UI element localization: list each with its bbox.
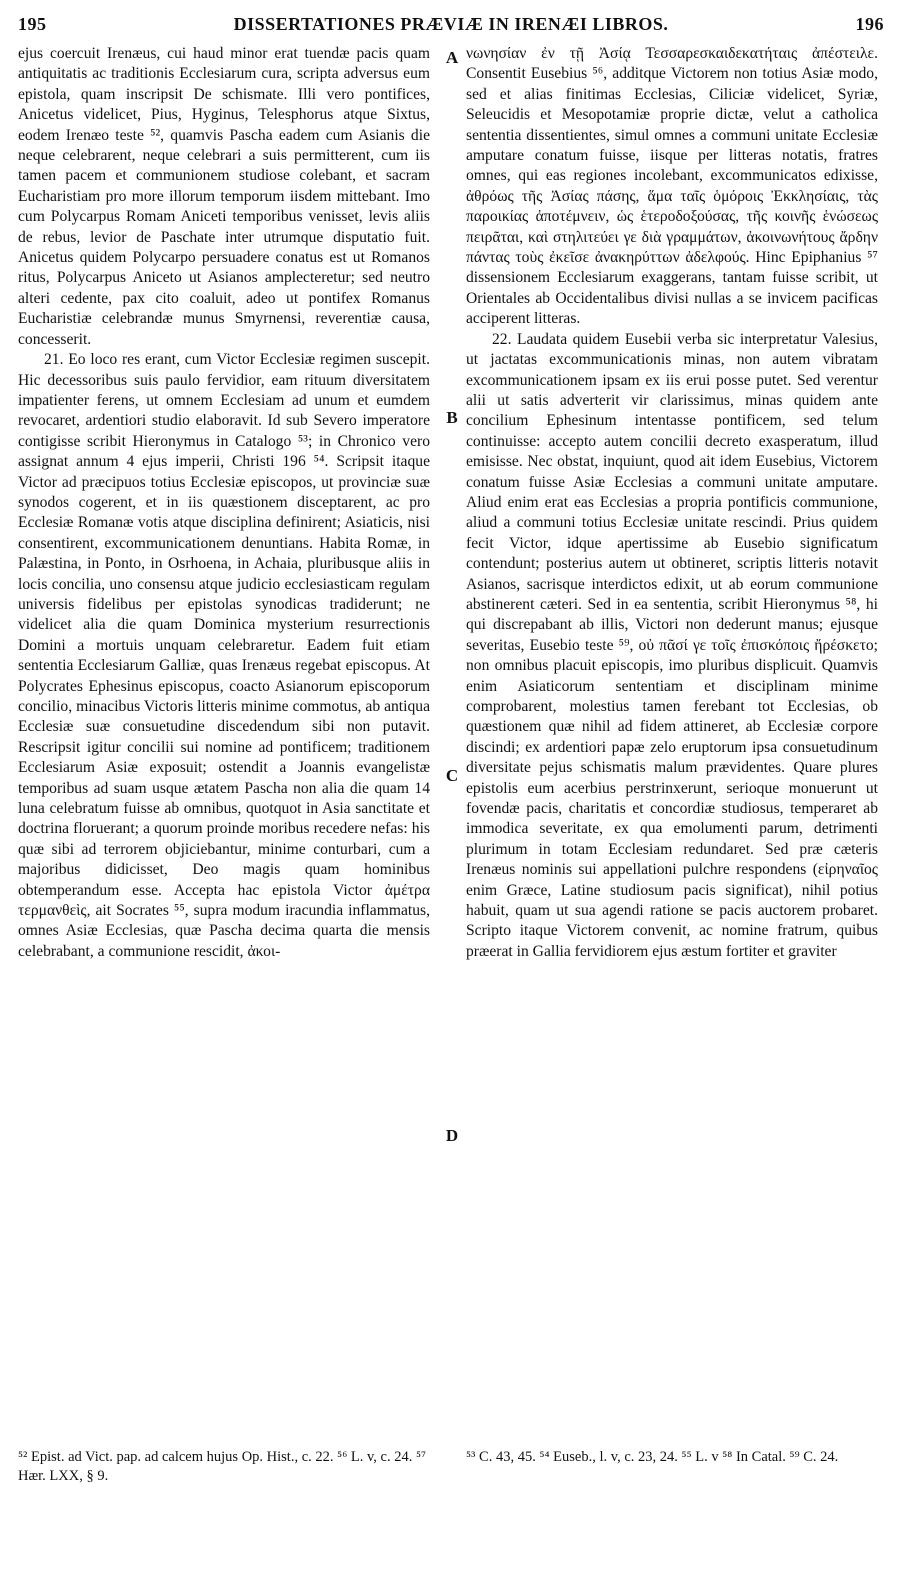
right-column bbox=[466, 44, 878, 1444]
footnotes-right: ⁵³ C. 43, 45. ⁵⁴ Euseb., l. v, c. 23, 24. ⁵⁵ L. v ⁵⁸ In Catal. ⁵⁹ C. 24. bbox=[466, 1449, 839, 1465]
paragraph: ejus coercuit Irenæus, cui haud minor erat tuendæ pacis quam antiquitatis ac traditionis Ecclesiarum cura, scripta adversus eum epistola, quam inscripsit De schismate. Illi vero pontifices, Anicetus videlicet, Pius, Hyginus, Telesphorus atque Sixtus, eodem Irenæo teste ⁵², quamvis Pascha eadem cum Asianis die neque celebrarent, neque celebrari a suis permitterent, cum iis tamen pacem et communionem studiose colebant, et sacram Eucharistiam pro more illorum temporum iisdem mittebant. Imo cum Polycarpus Romam Aniceti temporibus venisset, levis aliis de rebus, levior de Paschate inter utrumque disputatio fuit. Anicetus quidem Polycarpo persuadere conatus est ut Romanos ritus, Polycarpus Aniceto ut Asianos amplecteretur; sed neutro alteri cedente, pax cito coaluit, adeo ut pontifex Romanus Eucharistiæ celebrandæ munus Smyrnensi, reverentiæ causa, concesserit. bbox=[18, 45, 430, 348]
footnotes-left: ⁵² Epist. ad Vict. pap. ad calcem hujus Op. Hist., c. 22. ⁵⁶ L. v, c. 24. ⁵⁷ Hær. LXX, § 9. bbox=[18, 1449, 427, 1484]
page-number-left: 195 bbox=[18, 14, 47, 34]
margin-marker-b: B bbox=[446, 408, 458, 427]
left-column bbox=[18, 44, 430, 1444]
margin-marker-d: D bbox=[445, 1126, 459, 1145]
margin-marker-a: A bbox=[445, 48, 459, 67]
page-header bbox=[18, 14, 884, 42]
footnotes bbox=[18, 1448, 884, 1498]
paragraph: νωνησίαν ἐν τῇ Ἀσίᾳ Τεσσαρεσκαιδεκατήταις ἀπέστειλε. Consentit Eusebius ⁵⁶, additque Victorem non totius Asiæ modo, sed et alias finitimas Ecclesias, Ciliciæ videlicet, Syriæ, Seleucidis et Mesopotamiæ proprie dictæ, velut a catholica sententia dissentientes, simul omnes a communi unitate Ecclesiæ amputare conatum fuisse, iisque per litteras notatis, fratres omnes, qui eas regiones incolebant, excommunicatos edixisse, ἀθρόως τῆς Ἀσίας πάσης, ἅμα ταῖς ὁμόροις Ἐκκλησίαις, τὰς παροικίας ἀποτέμνειν, ὡς ἑτεροδοξούσας, τῆς κοινῆς ἑνώσεως πειρᾶται, καὶ στηλιτεύει γε διὰ γραμμάτων, ἀκοινωνήτους ἄρδην πάντας τοὺς ἐκεῖσε ἀνακηρύττων ἀδελφούς. Hinc Epiphanius ⁵⁷ dissensionem Ecclesiarum exaggerans, tantam fuisse scribit, ut Orientales ab Occidentalibus divisi nullas a se invicem pacificas acciperent litteras. bbox=[466, 45, 878, 328]
paragraph: 22. Laudata quidem Eusebii verba sic interpretatur Valesius, ut jactatas excommunicationis minas, non autem vibratam excommunicationem ipsam ex iis erui posse putet. Sed verentur alii ut satis adverterit vir clarissimus, minas quidem ante concilium Ephesinum intentasse pontificem, sed telum continuisse: accepto autem concilii decreto exasperatum, illud emisisse. Nec obstat, inquiunt, quod ait idem Eusebius, Victorem conatum fuisse Asiæ Ecclesias a communi unitate amputare. Aliud enim erat eas Ecclesias a propria pontificis communione, aliud a communi totius Ecclesiæ unitate rescindi. Prius quidem fecit Victor, idque apertissime ab Eusebio significatum contendunt; posterius autem ut obtineret, scriptis litteris notavit Asianos, sacrisque interdictos edixit, ut ab eorum communione abstinerent cæteri. Sed in ea sententia, scribit Hieronymus ⁵⁸, hi qui discrepabant ab illis, Victori non dederunt manus; ejusque severitas, Eusebio teste ⁵⁹, οὐ πᾶσί γε τοῖς ἐπισκόποις ἤρέσκετο; non omnibus placuit episcopis, imo pluribus displicuit. Quamvis enim Asiaticorum sententiam et disciplinam minime comprobarent, molestius tamen ferebant tot Ecclesias, ob quæstionem quæ nihil ad fidem attineret, ab Ecclesiæ corpore discindi; ex ardentiori papæ zelo eruptorum ipsa consuetudinum diversitate pejus schismatis malum prævidentes. Quare plures epistolis eum acerbius perstrinxerunt, serioque monuerunt ut fovendæ pacis, charitatis et concordiæ studiosus, temperaret ab immodica severitate, ex qua emolumenti parum, detrimenti plurimum in totam Ecclesiam redundaret. Sed præ cæteris Irenæus nominis sui appellationi pulchre respondens (εἰρηναῖος enim Græce, Latine studiosum pacis significat), nihil potius habuit, quam ut sua agendi ratione se pacis auctorem probaret. Scripto itaque Victorem convenit, ac nomine fratrum, quibus præerat in Gallia fervidiorem ejus æstum fortiter et graviter bbox=[466, 330, 878, 960]
running-title: DISSERTATIONES PRÆVIÆ IN IRENÆI LIBROS. bbox=[233, 14, 669, 34]
paragraph: 21. Eo loco res erant, cum Victor Ecclesiæ regimen suscepit. Hic decessoribus suis paulo fervidior, eam rituum diversitatem impatienter ferens, ut omnem Ecclesiam ad unum et eumdem revocaret, ardentiori studio elaboravit. Id sub Severo imperatore contigisse scribit Hieronymus in Catalogo ⁵³; in Chronico vero assignat annum 4 ejus imperii, Christi 196 ⁵⁴. Scripsit itaque Victor ad præcipuos totius Ecclesiæ episcopos, ut provinciæ suæ synodos cogerent, et in iis quæstionem disceptarent, ac pro Ecclesiæ Romanæ votis atque disciplina definirent; Asiaticis, nisi consentirent, excommunicationem denuntians. Habita Romæ, in Palæstina, in Ponto, in Osrhoena, in Achaia, pluribusque aliis in locis concilia, uno consensu atque judicio ecclesiasticam regulam universis fidelibus per epistolas synodicas tradiderunt; ne videlicet alia die quam Dominica mysterium resurrectionis Domini a mortuis unquam celebraretur. Eadem fuit etiam sententia Ecclesiarum Galliæ, quas Irenæus regebat episcopus. At Polycrates Ephesinus episcopus, coacto Asianorum episcoporum concilio, minacibus Victoris litteris minime commotus, ab antiqua Ecclesiæ suæ consuetudine discedendum sibi non putavit. Rescripsit igitur concilii sui nomine ad pontificem; traditionem Ecclesiarum Asiæ exposuit; ostendit a Joannis evangelistæ temporibus ad suam usque ætatem Pascha non alia die quam 14 luna celebratum fuisse ab omnibus, quotquot in Asia sanctitate et doctrina floruerant; a quorum proinde moribus recedere nefas: his quæ sibi ad terrorem objiciebantur, minime conturbari, cum a majoribus didicisset, Deo magis quam hominibus obtemperandum esse. Accepta hac epistola Victor ἀμέτρα τερμανθεὶς, ait Socrates ⁵⁵, supra modum iracundia inflammatus, omnes Asiæ Ecclesias, quæ Pascha decima quarta die mensis celebrabant, a communione rescidit, ἀκοι- bbox=[18, 351, 430, 960]
page-number-right: 196 bbox=[855, 14, 884, 34]
margin-marker-c: C bbox=[445, 766, 459, 785]
